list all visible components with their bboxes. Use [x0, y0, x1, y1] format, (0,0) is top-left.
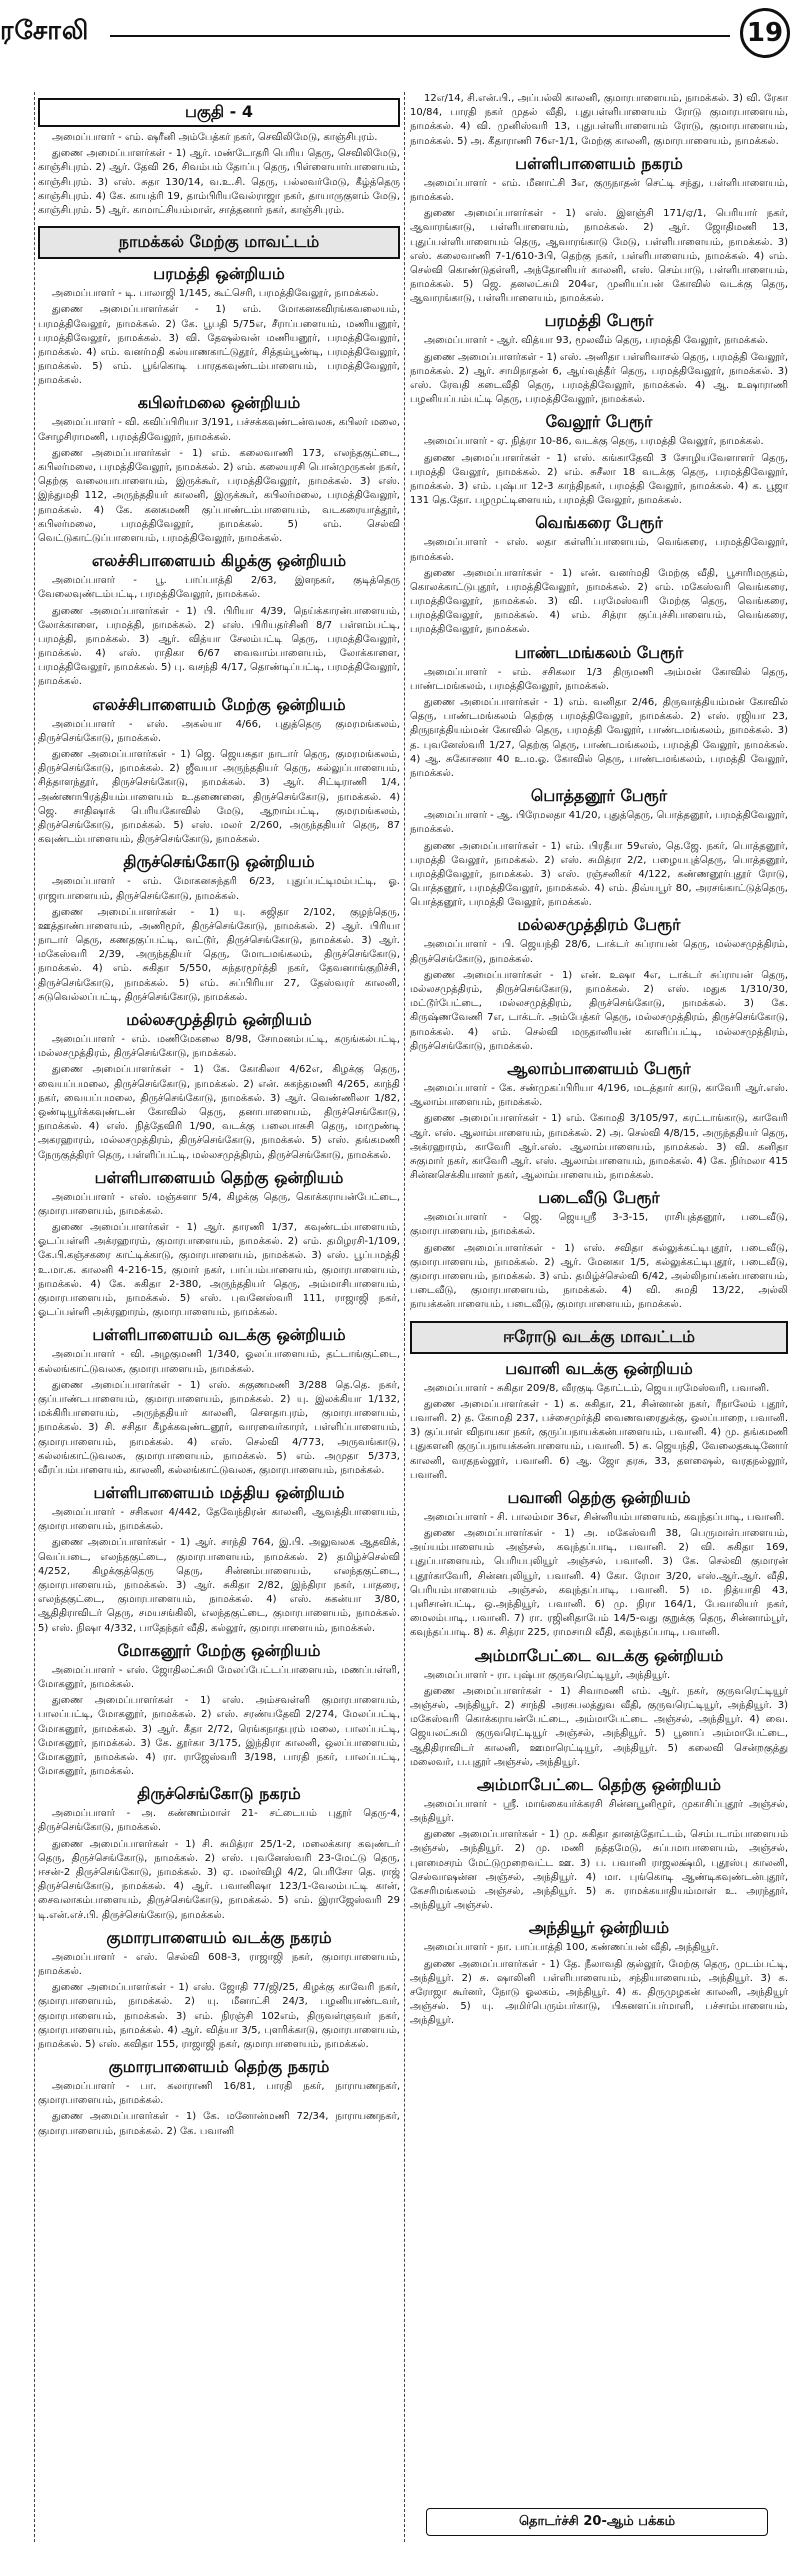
- listing-paragraph: அமைப்பாளர் - பூ. பாப்பாத்தி 2/63, இளநகர், குடித்தெரு வேலைவுண்டம்பட்டி, பரமத்திவேலூர், நாமக்கல்.: [38, 575, 400, 601]
- district-heading: ஈரோடு வடக்கு மாவட்டம்: [410, 1321, 788, 1354]
- listing-paragraph: துணை அமைப்பாளர்கள் - 1) க. சுகிதா, 21, சின்னான் நகர், ரீநாலேம் புதூர், பவானி. 2) த. கோமதி 237, பச்சைமுர்த்தி வைணவரைதுக்கு, ஒலப்பாறை, பவானி. 3) குப்பாள் விநாயகா நகர், குருப்பநாயக்கன்பாளையம், பவானி. 4) மு. தங்கமணி புதுகளனி குருப்பநாயக்கன்பாளையம், பவானி. 5) க. ஜெயந்தி, வேலைதகூடினோர் காலனி, வரதநல்லூர், பவானி. 6) ஆ. ஜோ தரசு, 33, தளஷைல், வரதநல்லூர், பவானி.: [410, 1398, 788, 1481]
- section-heading: திருச்செங்கோடு ஒன்றியம்: [123, 852, 315, 872]
- listing-paragraph: அமைப்பாளர் - கே. சண்முகப்பிரியா 4/196, மடத்தார் காடு, காவேரி ஆர்.எஸ். ஆலாம்பாளையம், நாமக்கல்.: [410, 1082, 788, 1109]
- listing-paragraph: அமைப்பாளர் - பா. கலாராணி 16/81, பாரதி நகர், நாராயணநகர், குமாரபாளையம், நாமக்கல்.: [38, 2081, 400, 2107]
- listing-paragraph: அமைப்பாளர் - எம். மோகனசுந்தரி 6/23, புதுப்பட்டிமம்பட்டி, ஓ. ராஜாபாளையம், திருச்செங்கோடு, நாமக்கல்.: [38, 876, 400, 902]
- listing-paragraph: துணை அமைப்பாளர்கள் - 1) கே. மனோன்மணி 72/34, நாராயணநகர், குமாரபாளையம், நாமக்கல். 2) கே. பவானி: [38, 2111, 400, 2137]
- listing-paragraph: துணை அமைப்பாளர்கள் - 1) என். உஷா 4எ, டாக்டர் சுப்ராயன் தெரு, மல்லசமுத்திரம், திருச்செங்கோடு, நாமக்கல். 2) எஸ். மதுக 1/310/30, மட்டூர்பேட்டை, மல்லசமுத்திரம், திருச்செங்கோடு, நாமக்கல். 3) கே. கிருஷ்ணவேணி 7எ, டாக்டர். அம்பேத்கர் தெரு, மல்லசமுத்திரம், திருச்செங்கோடு, நாமக்கல். 4) எம். செல்வி மருதானியன் காளிப்பட்டி, மல்லசமுத்திரம், திருச்செங்கோடு, நாமக்கல்.: [410, 969, 788, 1052]
- listing-paragraph: துணை அமைப்பாளர்கள் - 1) ஆர். மண்டோதரி பெரிய தெரு, செவிலிமேடு, காஞ்சிபுரம். 2) ஆர். தேவி 26, சிவம்பம் தோப்பு தெரு, பிள்ளையார்பாளையம், காஞ்சிபுரம். 3) எஸ். சுதா 130/14, வ.உ.சி. தெரு, பல்லவர்மேடு, கீழ்த்தெரு காஞ்சிபுரம். 4) கே. காயத்ரி 19, தாம்பிரியவேல்ராஜா நகர், தாயாருகுளம் மேடு, காஞ்சிபுரம். 5) ஆர். காமாட்சியம்மாள், சாத்தனார் நகர், காஞ்சிபுரம்.: [38, 148, 400, 216]
- section-heading: பவானி தெற்கு ஒன்றியம்: [507, 1487, 691, 1507]
- section-heading: திருச்செங்கோடு நகரம்: [137, 1784, 301, 1804]
- district-heading: நாமக்கல் மேற்கு மாவட்டம்: [38, 226, 400, 259]
- listing-paragraph: துணை அமைப்பாளர்கள் - 1) எஸ். அம்சவள்ளி குமாரபாளையம், பாலப்பட்டி, மோகனூர், நாமக்கல். 2) எஸ். சரண்யதேவி 2/274, மேலப்பட்டி, மோகனூர், நாமக்கல். 3) ஆர். கீதா 2/72, ரெங்கநாதபுரம் மலை, பாலப்பட்டி, மோகனூர், நாமக்கல். 3) கே. தூர்கா 3/175, இந்திரா காலனி, ஒலப்பாளையம், மோகனூர், நாமக்கல். 4) ரா. ராஜேஸ்வரி 3/198, பாரதி நகர், பாலப்பட்டி, மோகனூர், நாமக்கல்.: [38, 1695, 400, 1778]
- section-heading: மோகனூர் மேற்கு ஒன்றியம்: [117, 1640, 321, 1660]
- left-border: [34, 92, 35, 2542]
- page-number: 19: [740, 8, 790, 58]
- listing-paragraph: அமைப்பாளர் - டி. பாலாஜி 1/145, கூட்செரி, பரமத்திவேலூர், நாமக்கல்.: [52, 288, 379, 300]
- section-heading: பவானி வடக்கு ஒன்றியம்: [505, 1358, 693, 1378]
- listing-paragraph: அமைப்பாளர் - எஸ். அகல்யா 4/66, புதுத்தெரு குமரமங்கலம், திருச்செங்கோடு, நாமக்கல்.: [38, 718, 400, 744]
- listing-paragraph: அமைப்பாளர் - வி. அழகுமணி 1/340, ஓலப்பாளையம், தட்டாங்குட்டை, கல்லங்காட்டுவலசு, குமாரபாளையம், நாமக்கல்.: [38, 1349, 400, 1375]
- listing-paragraph: அமைப்பாளர் - சி. பாலம்மா 36எ, சின்னியம்பாளையம், கவுந்தப்பாடி, பவானி.: [424, 1511, 785, 1523]
- listing-paragraph: துணை அமைப்பாளர்கள் - 1) எஸ். அனிதா பள்ளிவாசல் தெரு, பரமத்தி வேலூர், நாமக்கல். 2) ஆர். சாமிநாதன் 6, ஆய்வுத்தீர் தெரு, பரமத்திவேலூர், நாமக்கல். 3) எஸ். ரேவதி கடைவீதி தெரு, பரமத்திவேலூர், நாமக்கல். 4) ஆ. உஷாராணி பழனியப்பம்பட்டி தெரு, பரமத்திவேலூர், நாமக்கல்.: [410, 351, 788, 406]
- section-heading: குமாரபாளையம் தெற்கு நகரம்: [108, 2057, 330, 2077]
- section-heading: வேலூர் பேரூர்: [545, 412, 653, 432]
- listing-paragraph: துணை அமைப்பாளர்கள் - 1) எஸ். கங்காதேவி 3 சோழியவேளாளர் தெரு, பரமத்தி வேலூர், நாமக்கல். 2) எம். சுசீலா 18 வடக்கு தெரு, பரமத்திவேலூர், நாமக்கல். 3) எம். புஷ்பா 12-3 காந்திநகர், பரமத்தி வேலூர், நாமக்கல். 4) க. பூஜா 131 தெ.தோ. பழமுட்டிளையம், பரமத்தி வேலூர், நாமக்கல்.: [410, 452, 788, 507]
- listing-paragraph: துணை அமைப்பாளர்கள் - 1) என். வனர்மதி மேற்கு வீதி, பூசாரிமருதம், கொலக்காட்டுபுதூர், பரமத்திவேலூர், நாமக்கல். 2) எம். மகேஸ்வரி வெங்கரை, பரமத்திவேலூர், நாமக்கல். 3) வி. பரமேஸ்வரி மேற்கு தெரு, வெங்கரை, பரமத்திவேலூர், நாமக்கல். 4) எம். சித்ரா குப்புச்சிபாளையம், வெங்கரை, பரமத்திவேலூர், நாமக்கல்.: [410, 567, 788, 636]
- section-heading: பரமத்தி ஒன்றியம்: [153, 264, 285, 284]
- listing-paragraph: அமைப்பாளர் - ஜெ. ஜெயஸ்ரீ 3-3-15, ராசிபுத்தனூர், படைவீடு, குமாரபாளையம், நாமக்கல்.: [410, 1212, 788, 1238]
- listing-paragraph: அமைப்பாளர் - எஸ். ஜோதிலட்சுமி மேலப்பேட்டப்பாளையம், மணப்பள்ளி, மோகனூர், நாமக்கல்.: [38, 1664, 400, 1690]
- column-divider: [404, 92, 405, 2542]
- section-heading: மல்லசமுத்திரம் ஒன்றியம்: [126, 1010, 312, 1029]
- listing-paragraph: அமைப்பாளர் - எம். ஷரீனி அம்பேத்கர் நகர், செவிலிமேடு, காஞ்சிபுரம்.: [52, 132, 378, 143]
- listing-paragraph: துணை அமைப்பாளர்கள் - 1) எஸ். ஜோதி 77/ஜி/25, கிழக்கு காவேரி நகர், குமாரபாளையம், நாமக்கல். 2) யு. மீனாட்சி 24/3, பழனியாண்டவர், குமாரபாளையம், நாமக்கல். 3) எம். நிரஞ்சி 102எம், திருவள்ளுவர் நகர், குமாரபாளையம், நாமக்கல். 4) ஆர். வித்யா 3/5, புளரிக்காடு, குமாரபாளையம், நாமக்கல். 5) எஸ். கவிதா 155, ராஜாஜி நகர், குமாரபாளையம், நாமக்கல்.: [38, 1982, 400, 2050]
- section-heading: பரமத்தி பேரூர்: [544, 311, 654, 331]
- section-heading: எலச்சிபாளையம் கிழக்கு ஒன்றியம்: [91, 551, 347, 571]
- listing-paragraph: அமைப்பாளர் - ஆ. பிரேமலதா 41/20, புதுத்தெரு, பொத்தனூர், பரமத்திவேலூர், நாமக்கல்.: [410, 810, 788, 836]
- section-heading: எலச்சிபாளையம் மேற்கு ஒன்றியம்: [92, 694, 346, 714]
- listing-paragraph: அமைப்பாளர் - சசிகலா 4/442, தேவேந்திரன் காலனி, ஆவத்திபாளையம், குமாரபாளையம், நாமக்கல்.: [38, 1507, 400, 1533]
- listing-paragraph: துணை அமைப்பாளர்கள் - 1) எஸ். சவிதா கல்லுக்கட்டிபுதூர், படைவீடு, குமாரபாளையம், நாமக்கல். 2) ஆர். மேனகா 1/5, கல்லுக்கட்டிபுதூர், படைவீடு, குமாரபாளையம், நாமக்கல். 3) எம். தமிழ்ச்செல்வி 6/42, அல்லிநாய்கன்பாளையம், படைவீடு, குமாரபாளையம், நாமக்கல். 4) வி. சுமதி 13/22, அல்லி நாயக்கன்பாளையம், படைவீடு, குமாரபாளையம், நாமக்கல்.: [410, 1242, 788, 1311]
- section-heading: அந்தியூர் ஒன்றியம்: [528, 1918, 670, 1938]
- listing-paragraph: துணை அமைப்பாளர்கள் - 1) எம். மோகனகவிரங்கவலையம், பரமத்திவேலூர், நாமக்கல். 2) கே. பூபதி 5/75எ, சீராப்பளையம், மணியனூர், பரமத்திவேலூர், நாமக்கல். 3) வி. தேஷல்வன் மணியனூர், பரமத்திவேலூர், நாமக்கல். 4) எம். வனர்மதி கல்யாணகாட்டுதூர், சித்தம்பூண்டி, பரமத்திவேலூர், நாமக்கல். 5) எம். பூங்கொடி பாரதகவுண்டம்பாளையம், பரமத்திவேலூர், நாமக்கல்.: [38, 304, 400, 387]
- listing-paragraph: அமைப்பாளர் - எஸ். லதா கள்ளிப்பாளையம், வெங்கரை, பரமத்திவேலூர், நாமக்கல்.: [410, 537, 788, 563]
- listing-paragraph: அமைப்பாளர் - எம். மணிமேகலை 8/98, சோமனம்பட்டி, கருங்கல்பட்டி, மல்லசமுத்திரம், திருச்செங்கோடு, நாமக்கல்.: [38, 1034, 400, 1060]
- listing-paragraph: அமைப்பாளர் - எம். சசிகலா 1/3 திருமணி அம்மன் கோவில் தெரு, பாண்டமங்கலம், பரமத்திவேலூர், நாமக்கல்.: [410, 666, 788, 692]
- section-heading: பள்ளிபாளையம் வடக்கு ஒன்றியம்: [92, 1325, 346, 1345]
- listing-paragraph: துணை அமைப்பாளர்கள் - 1) தே. நீலாவதி குல்லூர், மேற்கு தெரு, முடம்பட்டி, அந்தியூர். 2) சு. ஷாலினி பள்ளிபாளையம், சந்தியாளையம், அந்தியூர். 3) க. சரோஜா கூர்னர், நோடு ஓலகம், அந்தியூர். 4) க. திருமுழகன் காலனி, அந்தியூர் அஞ்சல். 5) யு. அமிர்பெரும்பர்காடு, பிசுனளப்பர்மாளி, பச்சாம்பாளையம், அந்தியூர்.: [410, 1958, 788, 2027]
- masthead: [0, 0, 800, 70]
- section-heading: மல்லசமுத்திரம் பேரூர்: [517, 915, 681, 935]
- listing-paragraph: துணை அமைப்பாளர்கள் - 1) அ. மகேஸ்வரி 38, பெருமாள்பாளையம், அய்யம்பாளையம் அஞ்சல், கவுந்தப்பாடி, பவானி. 2) வி. சுகிதா 169, புதுப்பாளையம், பெரியபுலியூர் அஞ்சல், பவானி. 3) கே. செல்வி குமாரன் புதூர்காவேரி, சின்னபுலியூர், பவானி. 4) கோ. ரேமா 3/20, எஸ்.ஆர்.ஆர். வீதி, பெரியம்பாளையம் அஞ்சல், கவுந்தப்பாடி, பவானி. 5) ம. நித்யாதி 43, புளிசான்பட்டி, ஒ.அந்தியூர், பவானி. 6) மு. நிரா 164/1, பேவாலியர் நகர், மைலம்பாடி, பவானி. 7) ரா. ரஜினிதாபேம் 14/5-வது குறுக்கு தெரு, சின்னாம்பூர், கவுந்தப்பாடி. 8) க. சித்ரா 225, ராமசாமி வீதி, கவுந்தப்பாடி, பவானி.: [410, 1528, 788, 1639]
- listing-paragraph: துணை அமைப்பாளர்கள் - 1) எம். வனிதா 2/46, திருவாத்தியம்மன் கோவில் தெரு, பாண்டமங்கலம் தெற்கு பரமத்திவேலூர், நாமக்கல். 2) எஸ். ரஜியா 23, திருநாத்தியம்மன் கோவில் தெரு, பரமத்தி வேலூர், பாண்டமங்கலம், நாமக்கல். 3) த. புவனேஸ்வரி 1/27, தெற்கு தெரு, பாண்டமங்கலம், பரமத்தி வேலூர், நாமக்கல். 4) ஆ. சுகோசனா 40 உ.ம.ஓ. கோவில் தெரு, பாண்டமங்கலம், பரமத்தி வேலூர், நாமக்கல்.: [410, 697, 788, 779]
- section-heading: அம்மாபேட்டை வடக்கு ஒன்றியம்: [474, 1645, 724, 1665]
- listing-paragraph: அமைப்பாளர் - ரா. புஷ்பா குருவரெட்டியூர், அந்தியூர்.: [424, 1669, 671, 1681]
- section-heading: படைவீடு பேரூர்: [538, 1188, 660, 1208]
- section-heading: பொத்தனூர் பேரூர்: [530, 786, 668, 806]
- listing-paragraph: அமைப்பாளர் - ஏ. நித்ரா 10-86, வடக்கு தெரு, பரமத்தி வேலூர், நாமக்கல்.: [424, 436, 764, 448]
- listing-paragraph: அமைப்பாளர் - நா. பாப்பாத்தி 100, கண்ணப்பன் வீதி, அந்தியூர்.: [424, 1942, 719, 1954]
- listing-paragraph: துணை அமைப்பாளர்கள் - 1) எஸ். இளஞ்சி 171/ஏ/1, பெரியார் நகர், ஆவாரங்காடு, பள்ளிபாளையம், நாமக்கல். 2) ஆர். ஜோதிமணி 13, புதுப்பள்ளிபாளையம் தெரு, ஆவாரங்காடு மேடு, பள்ளிபாளையம், நாமக்கல். 3) எஸ். கலைவாணி 7-1/610-3பி, தெற்கு நகர், பள்ளிபாளையம், நாமக்கல். 4) எம். செல்வி கொண்டுதள்ளி, அந்தோனியர் காலனி, எஸ். செம்பாடு, பள்ளிபாளையம், நாமக்கல். 5) ஜெ. தனலட்சுமி 204எ, முனியப்பன் கோவில் வடக்கு தெரு, ஆவாரங்காடு, பள்ளிபாளையம், நாமக்கல்.: [410, 208, 788, 305]
- listing-paragraph: 12எ/14, சி.என்.பி., அப்பல்லி காலனி, குமாரபாளையம், நாமக்கல். 3) வி. ரேகா 10/84, பாரதி நகர் முதல் வீதி, புதுபள்ளிபாளையம் ரோடு குமாரபாளையம், நாமக்கல். 4) வி. முனிஸ்வரி 13, புதுபள்ளிபாளையம் ரோடு, குமாரபாளையம், நாமக்கல். 5) அ. கீதாராணி 76எ-1/1, மேற்கு காலனி, குமாரபாளையம், நாமக்கல்.: [410, 93, 788, 147]
- listing-paragraph: அமைப்பாளர் - வி. கவிப்பிரியா 3/191, பச்சக்கவுண்டன்வலசு, கபிலர் மலை, சோழசிராமணி, பரமத்திவேலூர், நாமக்கல்.: [38, 417, 400, 443]
- newspaper-title: ரசோலி: [0, 16, 90, 46]
- listing-paragraph: அமைப்பாளர் - அ. கண்ணம்மாள் 21- சட்டையம் புதூர் தெரு-4, திருச்செங்கோடு, நாமக்கல்.: [38, 1808, 400, 1834]
- listing-paragraph: அமைப்பாளர் - எஸ். செல்வி 608-3, ராஜாஜி நகர், குமாரபாளையம், நாமக்கல்.: [38, 1951, 400, 1977]
- column-right: [410, 92, 788, 2542]
- listing-paragraph: துணை அமைப்பாளர்கள் - 1) மு. சுகிதா தானத்தோட்டம், செம்படாம்பாளையம் அஞ்சல், அந்தியூர். 2) மு. மணி நத்தமேடு, சுப்பமாபாளையம், அஞ்சல், புளமைசரம் மேட்டுமுறைவட்ட ஊ. 3) ப. பவானி ராஜலக்ஷ்மி, புதூஸ்பு காலனி, செல்வாஷன்ன அஞ்சல், அந்தியூர். 4) மா. புங்கொடி ஆண்டிகவுண்டன்புதூர், கேசரிமங்கலம் அஞ்சல், அந்தியூர். 5) சு. ராமக்கயாதியம்மாள் உ. அரந்தூர், அந்தியூர் அஞ்சல்.: [410, 1829, 788, 1912]
- section-heading: ஆலாம்பாளையம் பேரூர்: [507, 1058, 691, 1078]
- listing-paragraph: துணை அமைப்பாளர்கள் - 1) எஸ். சுகுணமணி 3/288 தெ.தெ. நகர், குப்பாண்டபாளையம், குமாரபாளையம், நாமக்கல். 2) யு. இலக்கியா 1/132, மக்கிரிபாளையம், அருந்ததியர் காலனி, செளதாபுரம், குமாரபாளையம், நாமக்கல். 3) சி. சசிதா கீழக்கவுண்டனூர், வாரவைர்காரர், பள்ளிப்பாளையம், குமாரபாளையம், நாமக்கல். 4) எஸ். செல்வி 4/773, அருவங்காடு, கல்லங்காட்டுவலசு, குமாரபாளையம், நாமக்கல். 5) எம். அமுதா 5/373, வீரப்பம்பாளையம், காலனி, கல்லங்காட்டுவலசு, குமாரபாளையம், நாமக்கல்.: [38, 1379, 400, 1476]
- continuation-note: தொடர்ச்சி 20-ஆம் பக்கம்: [426, 2508, 768, 2536]
- listing-paragraph: அமைப்பாளர் - பி. ஜெயந்தி 28/6, டாக்டர் சுப்ராயன் தெரு, மல்லசமுத்திரம், திருச்செங்கோடு, நாமக்கல்.: [410, 939, 788, 965]
- section-heading: குமாரபாளையம் வடக்கு நகரம்: [106, 1927, 332, 1947]
- listing-paragraph: துணை அமைப்பாளர்கள் - 1) ஆர். சாந்தி 764, இ.பி. அலுவலக ஆதவிக், வெப்படை, எலந்தகுட்டை, குமாரபாளையம், நாமக்கல். 2) தமிழ்ச்செல்வி 4/252, கிழக்குத்தெரு தெரு, சின்னம்பாளையம், எலந்தகுட்டை, குமாரபாளையம், நாமக்கல். 3) ஆர். சுகிதா 2/82, இந்திரா நகர், பாதரை, எலந்தகுட்டை, குமாரபாளையம், நாமக்கல். 4) எஸ். சுகன்யா 3/80, ஆதிதிராவிடர் தெரு, சமயசங்கிலி, எலந்தகுட்டை, குமாரபாளையம், நாமக்கல். 5) எஸ். நிஷா 4/332, பாதேந்தர் வீதி, கல்லூர், குமாரபாளையம், நாமக்கல்.: [38, 1537, 400, 1634]
- listing-paragraph: துணை அமைப்பாளர்கள் - 1) சிவாமணி எம். ஆர். நகர், குருவரெட்டியூர் அஞ்சல், அந்தியூர். 2) சாந்தி அரசுபலத்துவ வீதி, குருவரெட்டியூர், அந்தியூர். 3) மகேஸ்வரி கொக்கராயன்பேட்டை, அம்மாபேட்டை அஞ்சல், அந்தியூர். 4) வை. ஜெயலட்சுமி குருவரெட்டியூர் அஞ்சல், அந்தியூர். 5) பூனாப் அம்மாபேட்டை, ஆதிதிராவிடர் காலனி, ஊமாரெட்டியூர், அந்தியூர். 5) கலைவி சென்றகுத்து மலைவர், ப.புதூர் அஞ்சல், அந்தியூர்.: [410, 1685, 788, 1768]
- listing-paragraph: துணை அமைப்பாளர்கள் - 1) யு. சுஜிதா 2/102, குழந்தெரு, ஊத்தாண்பாளையம், அணிமூர், திருச்செங்கோடு, நாமக்கல். 2) ஆர். பிரியா நாடார் தெரு, கணதகுப்பட்டி, வட்டூர், திருச்செங்கோடு, நாமக்கல். 3) ஆர். மகேஸ்வரி 2/39, அருந்ததியர் தெரு, மோடமங்கலம், திருச்செங்கோடு, நாமக்கல். 4) எம். சுகிதா 5/550, சுந்தரமூர்த்தி நகர், தேவனாங்குறிச்சி, திருச்செங்கோடு, நாமக்கல். 5) எம். சுப்பிரியா 27, தேஸ்வரர் காலனி, சுடுவெல்லப்பட்டி, திருச்செங்கோடு, நாமக்கல்.: [38, 906, 400, 1003]
- listing-paragraph: துணை அமைப்பாளர்கள் - 1) எம். கலைவாணி 173, எலந்தகுட்டை, கபிலர்மலை, பரமத்திவேலூர், நாமக்கல். 2) எம். கலையரசி பொன்முருகன் நகர், தெற்கு வலையாபாளையம், இருக்கூர், பரமத்திவேலூர், நாமக்கல். 3) எஸ். இந்துமதி 112, அருந்ததியர் காலனி, இருக்கூர், கபிலர்மலை, பரமத்திவேலூர், நாமக்கல். 4) கே. கனகமணி குப்பாண்டம்பாளையம், வடகரையாத்தூர், கபிலர்மலை, பரமத்திவேலூர், நாமக்கல். 5) எம். செல்வி வெட்டுகாட்டுப்பாளையம், பரமத்திவேலூர், நாமக்கல்.: [38, 447, 400, 544]
- section-heading: அம்மாபேட்டை தெற்கு ஒன்றியம்: [476, 1774, 722, 1794]
- listing-paragraph: துணை அமைப்பாளர்கள் - 1) ஜெ. ஜெயசுதா நாடார் தெரு, குமரமங்கலம், திருச்செங்கோடு, நாமக்கல். 2) ஜீவயா அருந்ததியர் தெரு, கல்லுப்பாளையம், சித்தாளந்தூர், திருச்செங்கோடு, நாமக்கல். 3) ஆர். சிட்டிராணி 1/4, அண்ணாபிரத்தியம்பாளையம் உ.தணைனை, திருச்செங்கோடு, நாமக்கல். 4) ஜெ. சாதிஷாக் பெரியகோவில் மேடு, ஆறாம்பட்டி, குமரமங்கலம், திருச்செங்கோடு, நாமக்கல். 5) எஸ். மலர் 2/260, அருந்ததியர் தெரு, 87 கவுண்டம்பாளையம், திருச்செங்கோடு, நாமக்கல்.: [38, 749, 400, 846]
- column-left: [38, 92, 400, 2542]
- listing-paragraph: அமைப்பாளர் - ஸ்ரீ. மாங்கையர்க்கரசி சின்னபூனிழூர், முகாசிப்புதூர் அஞ்சல், அந்தியூர்.: [410, 1798, 788, 1825]
- listing-paragraph: துணை அமைப்பாளர்கள் - 1) எம். பிரதீபா 59எஸ், தெ.ஜே. நகர், பொத்தனூர், பரமத்தி வேலூர், நாமக்கல். 2) எஸ். சுமித்ரா 2/2, பழையபுத்தெரு, பொத்தனூர், பரமத்திவேலூர், நாமக்கல். 3) எஸ். ரஞ்சனிகர் 4/122, கண்ணனூர்புதூர் ரோடு, பொத்தனூர், பரமத்திவேலூர், நாமக்கல். 4) எம். திவ்யபூர் 80, அரசங்காட்டுத்தெரு, பொத்தனூர், பரமத்தி வேலூர், நாமக்கல்.: [410, 840, 788, 909]
- listing-paragraph: துணை அமைப்பாளர்கள் - 1) எம். கோமதி 3/105/97, கரட்டாங்காடு, காவேரி ஆர். எஸ். ஆலாம்பாளையம், நாமக்கல். 2) அ. செல்வி 4/8/15, அருந்ததியர் தெரு, அக்ரஹாரம், காவேரி ஆர்.எஸ். ஆலாம்பாளையம், நாமக்கல். 3) வி. கனிதா சுகுமார் நகர், காவேரி ஆர். எஸ். ஆலாம்பாளையம், நாமக்கல். 4) கே. நிர்மலா 415 சின்னசெக்கியானர் நகர், ஆலாம்பாளையம், நாமக்கல்.: [410, 1113, 788, 1182]
- listing-paragraph: துணை அமைப்பாளர்கள் - 1) கே. கோகிலா 4/62எ, கிழக்கு தெரு, வையப்பமலை, திருச்செங்கோடு, நாமக்கல். 2) என். சுகந்தமணி 4/265, காந்தி நகர், வையப்பமலை, திருச்செங்கோடு, நாமக்கல். 3) ஆர். வெண்ணிலா 1/82, ஒண்டியூர்க்கவுண்டன் கோவில் தெரு, தனாபாளையம், திருச்செங்கோடு, நாமக்கல். 4) எஸ். நித்தேவிரி 1/90, வடக்கு பலைபாசுசி தெரு, மாமுண்டி அகரஹாரம், மல்லசமுத்திரம், திருச்செங்கோடு, நாமக்கல். 5) எஸ். தங்கமணி நேருகுத்திரர் தெரு, பள்ளிப்பட்டி, மல்லசமுத்திரம், திருச்செங்கோடு, நாமக்கல்.: [38, 1064, 400, 1161]
- listing-paragraph: துணை அமைப்பாளர்கள் - 1) ஆர். தாரணி 1/37, கவுண்டம்பாளையம், ஓடப்பள்ளி அக்ரஹாரம், குமாரபாளையம், நாமக்கல். 2) எம். தமிழரசி-1/109, கே.பி.கஞ்சகரை காட்டிக்காடு, குமாரபாளையம், நாமக்கல். 3) எஸ். பூப்பமத்தி உ.மா.க. காலனி 4-216-15, குமார் நகர், பாப்பம்பாளையம், குமாரபாளையம், நாமக்கல். 4) கே. சுகிதா 2-380, அருந்ததியர் தெரு, அம்மாசிபாளையம், குமாரபாளையம், நாமக்கல். 5) எஸ். புவனேஸ்வரி 111, ராஜாஜி நகர், ஓடப்பள்ளி அக்ரஹாரம், குமாரபாளையம், நாமக்கல்.: [38, 1222, 400, 1319]
- section-heading: பள்ளிபாளையம் மத்திய ஒன்றியம்: [93, 1483, 345, 1503]
- section-heading: பாண்டமங்கலம் பேரூர்: [514, 642, 684, 662]
- listing-paragraph: அமைப்பாளர் - சுகிதா 209/8, வீரகுடி தோட்டம், ஜெயபரமேஸ்வரி, பவானி.: [424, 1382, 770, 1394]
- listing-paragraph: துணை அமைப்பாளர்கள் - 1) பி. பிரியா 4/39, நெய்க்காரன்பாளையம், லோக்காளை, பரமத்தி, நாமக்கல். 2) எஸ். பிரியதர்சினி 8/7 பள்ளம்பட்டி, பரமத்தி, நாமக்கல். 3) ஆர். வித்யா சேலம்பட்டி தெரு, பரமத்திவேலூர், நாமக்கல். 4) எஸ். ராதிகா 6/67 வைவாம்பாளையம், லோக்காளை, பரமத்திவேலூர், நாமக்கல். 5) பு. வசந்தி 4/17, தொண்டிப்பட்டி, பரமத்திவேலூர், நாமக்கல்.: [38, 605, 400, 688]
- section-heading: கபிலர்மலை ஒன்றியம்: [137, 393, 301, 413]
- listing-paragraph: அமைப்பாளர் - எம். மீனாட்சி 3எ, குருநாதன் செட்டி சந்து, பள்ளிபாளையம், நாமக்கல்.: [410, 177, 788, 203]
- part-heading: பகுதி - 4: [38, 98, 400, 127]
- section-heading: பள்ளிபாளையம் தெற்கு ஒன்றியம்: [94, 1167, 344, 1187]
- listing-paragraph: அமைப்பாளர் - எஸ். மஞ்சுளா 5/4, கிழக்கு தெரு, கொக்கராயன்பேட்டை, குமாரபாளையம், நாமக்கல்.: [38, 1191, 400, 1217]
- section-heading: வெங்கரை பேரூர்: [535, 513, 663, 533]
- listing-paragraph: துணை அமைப்பாளர்கள் - 1) சி. சுமித்ரா 25/1-2, மலைக்கார கவுண்டர் தெரு, திருச்செங்கோடு, நாமக்கல். 2) எஸ். புவனேஸ்வரி 23-மேட்டு தெரு, ஈசன்-2 திருச்செங்கோடு, நாமக்கல். 3) ஏ. மலர்விழி 4/2, பெரிசோ தெ. ராஜ் திருச்செங்கோடு, நாமக்கல். 4) ஆர். பவானிஷா 123/1-வேலம்பட்டி கான், சைவலாகம்பாளையம், திருச்செங்கோடு, நாமக்கல். 5) எம். இராஜேஸ்வரி 29 டி.என்.எச்.பி. திருச்செங்கோடு, நாமக்கல்.: [38, 1838, 400, 1921]
- masthead-rule: [110, 35, 730, 37]
- listing-paragraph: அமைப்பாளர் - ஆர். வித்யா 93, மூலவீம் தெரு, பரமத்தி வேலூர், நாமக்கல்.: [424, 335, 769, 347]
- section-heading: பள்ளிபாளையம் நகரம்: [515, 153, 683, 173]
